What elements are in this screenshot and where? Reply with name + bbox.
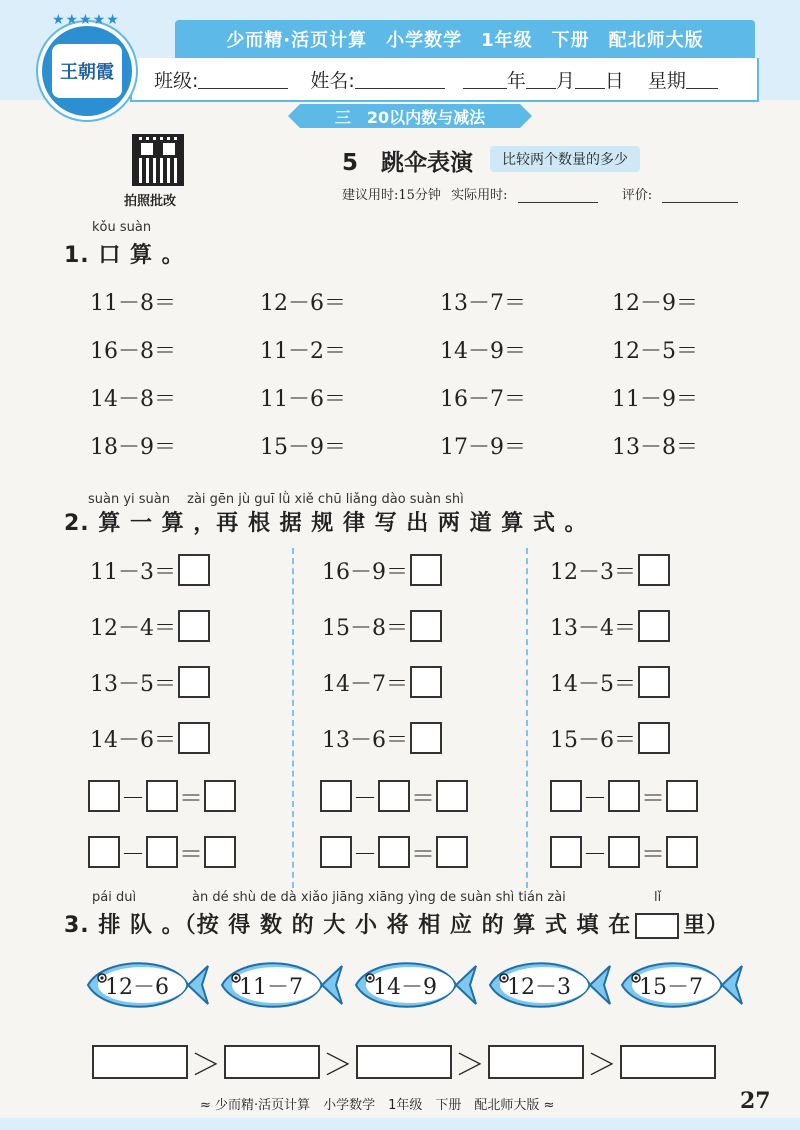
answer-box[interactable]	[550, 836, 582, 868]
name-field[interactable]	[355, 70, 445, 89]
q1-item: 12－9＝	[612, 291, 698, 316]
rank-box[interactable]	[92, 1045, 188, 1079]
fish-card	[352, 952, 478, 1018]
answer-box[interactable]	[638, 666, 670, 698]
week-field[interactable]	[686, 70, 718, 89]
year-label: 年	[506, 69, 526, 92]
brand-logo	[38, 12, 136, 120]
column-divider	[292, 548, 294, 888]
equals-sign: ＝	[641, 784, 665, 812]
q2-expr: 15－6＝	[550, 727, 636, 753]
fish-card	[84, 952, 210, 1018]
q1-item: 15－9＝	[260, 435, 346, 460]
q1-title: 1. 口 算 。	[64, 243, 185, 268]
q2-item	[90, 722, 210, 754]
q3-pinyin: àn dé shù de dà xiǎo jiāng xiāng yìng de suàn shì tián zài	[192, 890, 566, 905]
month-label: 月	[555, 69, 575, 92]
answer-box[interactable]	[436, 836, 468, 868]
answer-box[interactable]	[666, 836, 698, 868]
blank-equation	[320, 778, 468, 813]
q2-expr: 16－9＝	[322, 559, 408, 585]
answer-box[interactable]	[178, 610, 210, 642]
rank-box[interactable]	[356, 1045, 452, 1079]
stars-icon: ★★★★★	[52, 12, 120, 28]
suggested-time: 建议用时:15分钟	[342, 188, 441, 203]
day-field[interactable]	[575, 70, 605, 89]
answer-box[interactable]	[608, 836, 640, 868]
answer-box[interactable]	[378, 836, 410, 868]
q1-item: 12－6＝	[260, 291, 346, 316]
blank-equation	[320, 834, 468, 869]
q2-item	[322, 610, 442, 642]
q1-item: 14－9＝	[440, 339, 526, 364]
answer-box[interactable]	[638, 722, 670, 754]
equals-sign: ＝	[411, 840, 435, 868]
fish-expression: 11－7	[239, 975, 303, 1000]
q1-item: 13－8＝	[612, 435, 698, 460]
q2-expr: 13－4＝	[550, 615, 636, 641]
q2-item	[550, 722, 670, 754]
q3-title-text: 3. 排 队 。（按 得 数 的 大 小 将 相 应 的 算 式 填 在	[64, 913, 632, 938]
qr-label: 拍照批改	[124, 194, 177, 209]
answer-box[interactable]	[178, 666, 210, 698]
q3-pinyin: lǐ	[654, 890, 662, 905]
actual-time-label: 实际用时:	[451, 188, 508, 203]
class-field[interactable]	[198, 70, 288, 89]
answer-box[interactable]	[410, 610, 442, 642]
name-label: 姓名:	[310, 69, 355, 92]
q2-pinyin: suàn yi suàn zài gēn jù guī lǜ xiě chū liǎng dào suàn shì	[88, 492, 464, 507]
q2-item	[550, 666, 670, 698]
answer-box[interactable]	[88, 836, 120, 868]
blank-equation	[550, 834, 698, 869]
q1-item: 17－9＝	[440, 435, 526, 460]
greater-than-sign: ＞	[323, 1048, 353, 1083]
fish-card	[618, 952, 744, 1018]
q2-expr: 14－7＝	[322, 671, 408, 697]
qr-code-icon[interactable]	[132, 134, 184, 186]
q1-item: 14－8＝	[90, 387, 176, 412]
sample-box	[635, 913, 679, 939]
column-divider	[526, 548, 528, 888]
q2-expr: 14－6＝	[90, 727, 176, 753]
answer-box[interactable]	[410, 722, 442, 754]
q2-item	[550, 610, 670, 642]
q3-title-end: 里）	[683, 913, 730, 938]
answer-box[interactable]	[88, 780, 120, 812]
answer-box[interactable]	[550, 780, 582, 812]
fish-card	[486, 952, 612, 1018]
logo-text: 王朝霞	[52, 44, 122, 98]
minus-sign: －	[121, 840, 145, 868]
page-number: 27	[740, 1088, 771, 1114]
year-field[interactable]	[463, 70, 507, 89]
answer-box[interactable]	[146, 780, 178, 812]
week-label: 星期	[647, 69, 686, 92]
q2-title: 2. 算 一 算 ，再 根 据 规 律 写 出 两 道 算 式 。	[64, 511, 588, 536]
time-row	[342, 184, 744, 203]
fish-expression: 15－7	[639, 975, 703, 1000]
q2-item	[550, 554, 670, 586]
equals-sign: ＝	[179, 840, 203, 868]
answer-box[interactable]	[608, 780, 640, 812]
q2-item	[322, 554, 442, 586]
lesson-title: 5 跳伞表演	[342, 150, 474, 176]
fish-expression: 12－6	[105, 975, 169, 1000]
footer-text: ≈ 少而精·活页计算 小学数学 1年级 下册 配北师大版 ≈	[200, 1098, 555, 1113]
minus-sign: －	[353, 840, 377, 868]
greater-than-sign: ＞	[191, 1048, 221, 1083]
equals-sign: ＝	[411, 784, 435, 812]
q2-expr: 15－8＝	[322, 615, 408, 641]
q2-expr: 12－4＝	[90, 615, 176, 641]
q3-pinyin: pái duì	[92, 890, 137, 905]
answer-box[interactable]	[320, 780, 352, 812]
q1-item: 13－7＝	[440, 291, 526, 316]
q1-item: 12－5＝	[612, 339, 698, 364]
equals-sign: ＝	[179, 784, 203, 812]
q1-item: 18－9＝	[90, 435, 176, 460]
actual-time-field[interactable]	[518, 190, 598, 203]
q1-pinyin: kǒu suàn	[92, 220, 152, 235]
answer-box[interactable]	[638, 554, 670, 586]
greater-than-sign: ＞	[587, 1048, 617, 1083]
answer-box[interactable]	[666, 780, 698, 812]
blank-equation	[550, 778, 698, 813]
answer-box[interactable]	[320, 836, 352, 868]
answer-box[interactable]	[146, 836, 178, 868]
rating-field[interactable]	[662, 190, 738, 203]
series-bar: 少而精·活页计算 小学数学 1年级 下册 配北师大版	[175, 20, 755, 58]
blank-equation	[88, 834, 236, 869]
answer-box[interactable]	[638, 610, 670, 642]
answer-box[interactable]	[178, 554, 210, 586]
answer-box[interactable]	[178, 722, 210, 754]
q2-item	[322, 722, 442, 754]
q2-expr: 14－5＝	[550, 671, 636, 697]
day-label: 日	[604, 69, 624, 92]
greater-than-sign: ＞	[455, 1048, 485, 1083]
answer-box[interactable]	[204, 836, 236, 868]
fish-expression: 12－3	[507, 975, 571, 1000]
equals-sign: ＝	[641, 840, 665, 868]
q2-item	[90, 610, 210, 642]
answer-box[interactable]	[410, 554, 442, 586]
q2-item	[90, 554, 210, 586]
footer-bar	[0, 1118, 800, 1130]
q1-item: 11－8＝	[90, 291, 176, 316]
blank-equation	[88, 778, 236, 813]
class-label: 班级:	[154, 69, 199, 92]
minus-sign: －	[121, 784, 145, 812]
minus-sign: －	[353, 784, 377, 812]
q2-expr: 11－3＝	[90, 559, 176, 585]
ranking-row	[92, 1040, 716, 1084]
minus-sign: －	[583, 840, 607, 868]
q2-expr: 13－6＝	[322, 727, 408, 753]
answer-box[interactable]	[436, 780, 468, 812]
fish-expression: 14－9	[373, 975, 437, 1000]
answer-box[interactable]	[204, 780, 236, 812]
q1-item: 11－6＝	[260, 387, 346, 412]
minus-sign: －	[583, 784, 607, 812]
q1-item: 16－8＝	[90, 339, 176, 364]
q2-item	[322, 666, 442, 698]
rank-box[interactable]	[488, 1045, 584, 1079]
rank-box[interactable]	[224, 1045, 320, 1079]
info-row	[130, 58, 759, 102]
q3-title	[64, 908, 729, 939]
rank-box[interactable]	[620, 1045, 716, 1079]
answer-box[interactable]	[410, 666, 442, 698]
lesson-tag: 比较两个数量的多少	[490, 146, 640, 172]
unit-ribbon: 三 20以内数与减法	[300, 104, 520, 128]
month-field[interactable]	[526, 70, 556, 89]
rating-label: 评价:	[621, 188, 653, 203]
q2-item	[90, 666, 210, 698]
answer-box[interactable]	[378, 780, 410, 812]
q1-item: 11－9＝	[612, 387, 698, 412]
q2-expr: 13－5＝	[90, 671, 176, 697]
q1-item: 16－7＝	[440, 387, 526, 412]
q1-item: 11－2＝	[260, 339, 346, 364]
fish-card	[218, 952, 344, 1018]
q2-expr: 12－3＝	[550, 559, 636, 585]
